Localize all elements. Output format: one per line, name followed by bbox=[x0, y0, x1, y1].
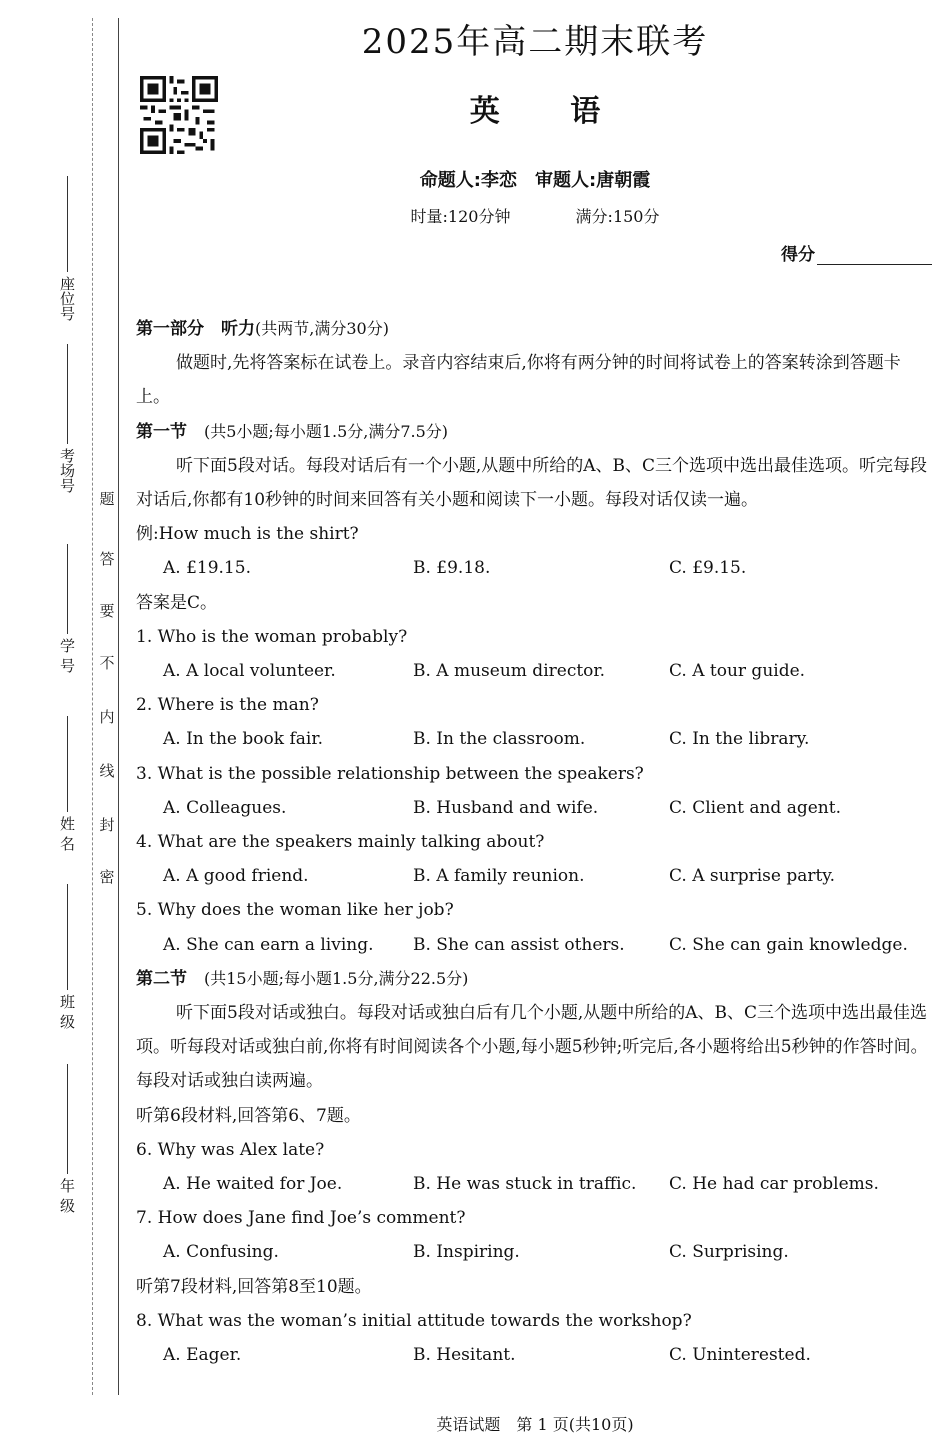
margin-field-student-id: 学 号 bbox=[56, 540, 78, 673]
option-a: A. £19.15. bbox=[163, 558, 251, 579]
score-field bbox=[781, 240, 932, 265]
section-instructions: 听下面5段对话或独白。每段对话或独白后有几个小题,从题中所给的A、B、C三个选项中选出最佳选项。听每段对话或独白前,你将有时间阅读各个小题,每小题5秒钟;听完后,各小题将给出5秒钟的作答时间。每段对话或独白读两遍。 bbox=[136, 1003, 928, 1092]
option-b: B. £9.18. bbox=[413, 558, 491, 579]
material-instruction: 听第6段材料,回答第6、7题。 bbox=[136, 1105, 361, 1126]
option-a: A. A local volunteer. bbox=[163, 661, 336, 682]
option-b: B. A museum director. bbox=[413, 661, 606, 682]
option-a: A. He waited for Joe. bbox=[163, 1174, 343, 1195]
time-limit: 时量:120分钟 bbox=[410, 207, 511, 226]
seal-char: 密 bbox=[99, 868, 115, 886]
cut-line-dashed bbox=[92, 18, 93, 1395]
score-label: 得分 bbox=[781, 245, 815, 265]
seal-char: 答 bbox=[99, 550, 115, 568]
seal-char: 题 bbox=[99, 490, 115, 508]
option-c: C. £9.15. bbox=[669, 558, 747, 579]
option-b: B. Hesitant. bbox=[413, 1345, 516, 1366]
option-c: C. She can gain knowledge. bbox=[669, 934, 908, 955]
example-answer: 答案是C。 bbox=[136, 592, 218, 613]
margin-field-seat: 座位号 bbox=[56, 172, 78, 321]
option-a: A. Eager. bbox=[163, 1345, 242, 1366]
material-instruction: 听第7段材料,回答第8至10题。 bbox=[136, 1276, 372, 1297]
score-blank[interactable] bbox=[817, 246, 932, 265]
exam-title: 2025年高二期末联考 bbox=[361, 22, 709, 62]
binding-line bbox=[118, 18, 119, 1395]
question-stem: 5. Why does the woman like her job? bbox=[136, 900, 454, 921]
option-b: B. He was stuck in traffic. bbox=[413, 1174, 637, 1195]
part-instructions: 做题时,先将答案标在试卷上。录音内容结束后,你将有两分钟的时间将试卷上的答案转涂到答题卡上。 bbox=[136, 353, 901, 408]
option-c: C. Uninterested. bbox=[669, 1345, 811, 1366]
option-a: A. A good friend. bbox=[163, 866, 309, 887]
option-c: C. In the library. bbox=[669, 729, 810, 750]
question-stem: 1. Who is the woman probably? bbox=[136, 626, 408, 647]
question-options bbox=[136, 1167, 934, 1201]
question-stem: 3. What is the possible relationship between the speakers? bbox=[136, 763, 644, 784]
question-list bbox=[136, 620, 934, 962]
example-question: 例:How much is the shirt? bbox=[136, 524, 359, 545]
full-score: 满分:150分 bbox=[575, 207, 660, 226]
page-footer: 英语试题 第 1 页(共10页) bbox=[436, 1415, 634, 1434]
option-c: C. Client and agent. bbox=[669, 797, 841, 818]
option-b: B. In the classroom. bbox=[413, 729, 586, 750]
option-a: A. Confusing. bbox=[163, 1242, 279, 1263]
margin-field-name: 姓 名 bbox=[56, 712, 78, 851]
question-stem: 8. What was the woman’s initial attitude towards the workshop? bbox=[136, 1310, 692, 1331]
seal-char: 内 bbox=[99, 708, 115, 726]
margin-field-grade: 年 级 bbox=[56, 1060, 78, 1213]
option-a: A. In the book fair. bbox=[163, 729, 323, 750]
option-c: C. A surprise party. bbox=[669, 866, 836, 887]
option-c: C. Surprising. bbox=[669, 1242, 789, 1263]
option-a: A. She can earn a living. bbox=[163, 934, 374, 955]
exam-info bbox=[120, 204, 950, 227]
seal-char: 线 bbox=[99, 762, 115, 780]
exam-content bbox=[136, 312, 934, 1372]
question-options bbox=[136, 859, 934, 893]
question-options bbox=[136, 654, 934, 688]
question-stem: 4. What are the speakers mainly talking about? bbox=[136, 832, 545, 853]
seal-char: 封 bbox=[99, 816, 115, 834]
option-b: B. She can assist others. bbox=[413, 934, 625, 955]
part-heading: 第一部分 听力(共两节,满分30分) bbox=[136, 319, 389, 339]
margin-field-room: 考场号 bbox=[56, 340, 78, 493]
section-instructions: 听下面5段对话。每段对话后有一个小题,从题中所给的A、B、C三个选项中选出最佳选项。听完每段对话后,你都有10秒钟的时间来回答有关小题和阅读下一小题。每段对话仅读一遍。 bbox=[136, 455, 927, 511]
authors-line: 命题人:李恋 审题人:唐朝霞 bbox=[419, 170, 651, 191]
question-stem: 2. Where is the man? bbox=[136, 695, 319, 716]
question-options bbox=[136, 1235, 934, 1269]
question-options bbox=[136, 928, 934, 962]
option-b: B. Inspiring. bbox=[413, 1242, 520, 1263]
subject-title: 英 语 bbox=[469, 94, 601, 129]
option-b: B. Husband and wife. bbox=[413, 797, 599, 818]
example-options bbox=[136, 551, 934, 585]
question-options bbox=[136, 1338, 934, 1372]
option-c: C. A tour guide. bbox=[669, 661, 806, 682]
question-options bbox=[136, 722, 934, 756]
seal-char: 要 bbox=[99, 602, 115, 620]
seal-char: 不 bbox=[99, 654, 115, 672]
margin-field-class: 班 级 bbox=[56, 880, 78, 1029]
question-options bbox=[136, 791, 934, 825]
question-stem: 6. Why was Alex late? bbox=[136, 1139, 325, 1160]
section-heading: 第一节 (共5小题;每小题1.5分,满分7.5分) bbox=[136, 421, 449, 442]
section-heading: 第二节 (共15小题;每小题1.5分,满分22.5分) bbox=[136, 968, 469, 989]
option-a: A. Colleagues. bbox=[163, 797, 287, 818]
option-b: B. A family reunion. bbox=[413, 866, 585, 887]
question-stem: 7. How does Jane find Joe’s comment? bbox=[136, 1208, 466, 1229]
option-c: C. He had car problems. bbox=[669, 1174, 879, 1195]
